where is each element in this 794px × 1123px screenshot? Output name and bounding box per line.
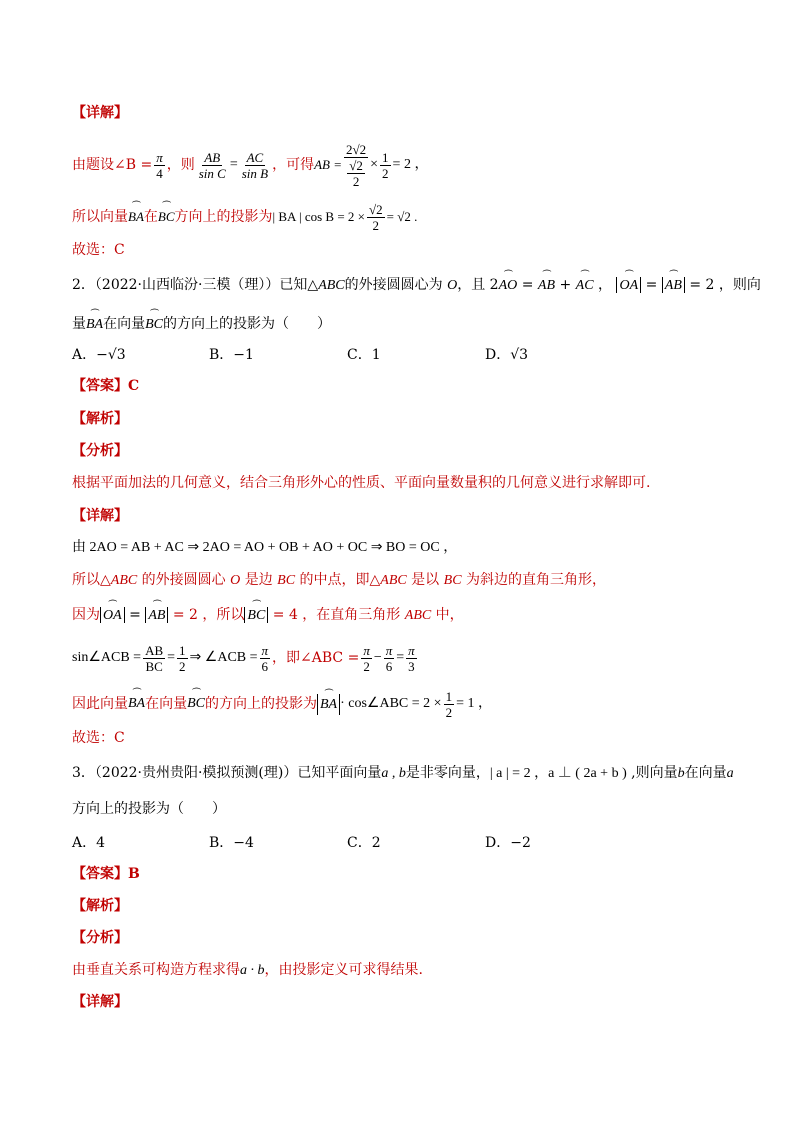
text: 的外接圆圆心 xyxy=(137,572,231,588)
text: 量 xyxy=(72,316,86,332)
question-3-line-1 xyxy=(72,763,734,784)
text: sin∠ACB = xyxy=(72,650,142,665)
numerator: AB xyxy=(145,642,164,658)
text: ，且 2 xyxy=(457,277,499,293)
vector-bc: ⏜ BC xyxy=(247,606,265,626)
q3-option-c: C．2 xyxy=(347,835,381,851)
denominator: 2 xyxy=(363,658,370,674)
text: 在 xyxy=(143,209,158,225)
minus: − xyxy=(373,650,382,665)
solution-line-2 xyxy=(72,198,417,236)
text: 是以 xyxy=(406,572,444,588)
eq: = xyxy=(641,277,662,293)
result: = √2 . xyxy=(386,209,418,224)
q3-detail: 【详解】 xyxy=(72,994,128,1010)
q2-option-d: D．√3 xyxy=(485,347,529,363)
vector-oa: ⏜ OA xyxy=(103,606,122,626)
eq: = xyxy=(517,277,538,293)
denominator: 6 xyxy=(385,658,393,674)
fraction xyxy=(260,643,271,674)
times: × xyxy=(370,157,379,172)
eq: = xyxy=(124,607,146,623)
q2-fenxi: 【分析】 xyxy=(72,443,128,459)
q2-option-b: B．−1 xyxy=(209,347,254,363)
question-2-line-2 xyxy=(72,314,331,335)
text: 由垂直关系可构造方程求得 xyxy=(72,962,240,978)
o: O xyxy=(230,573,241,588)
vector-a: a xyxy=(726,766,734,781)
q2-detail-line-5 xyxy=(72,684,492,724)
denominator: 6 xyxy=(261,658,269,674)
vector-ba: ⏜ BA xyxy=(128,207,144,227)
q2-analysis: 根据平面加法的几何意义，结合三角形外心的性质、平面向量数量积的几何意义进行求解即可. xyxy=(72,475,651,491)
vector-ba: ⏜ BA xyxy=(320,695,337,715)
numerator: 2√2 xyxy=(346,141,367,157)
expr: a · b xyxy=(240,963,265,978)
denominator: 2 xyxy=(382,165,389,181)
denominator: 2 xyxy=(445,704,453,720)
vector-bc: ⏜ BC xyxy=(145,315,163,335)
numerator: 1 xyxy=(445,688,453,704)
fraction xyxy=(380,150,391,181)
fraction xyxy=(361,643,372,674)
vector-ac: ⏜ AC xyxy=(576,276,594,296)
vector-ab: ⏜ AB xyxy=(538,276,555,296)
text: 是边 xyxy=(240,572,278,588)
q2-jiexi: 【解析】 xyxy=(72,411,128,427)
vector-ab: ⏜ AB xyxy=(148,606,165,626)
vector-ab: ⏜ AB xyxy=(665,276,682,296)
numerator: π xyxy=(385,642,393,658)
text: 由题设∠B = xyxy=(72,157,153,173)
result: = 2 ， xyxy=(392,157,429,172)
text: = 4 ，在直角三角形 xyxy=(268,607,405,623)
denominator: 2 xyxy=(372,217,380,233)
q3-option-a: A．4 xyxy=(72,835,106,851)
denominator: sin C xyxy=(198,165,226,181)
vector-oa: ⏜ OA xyxy=(619,276,638,296)
q3-option-b: B．−4 xyxy=(209,835,254,851)
numerator: 1 xyxy=(382,149,389,165)
numerator: π xyxy=(156,149,163,165)
vector-ba: ⏜ BA xyxy=(128,694,145,714)
question-2-line-1 xyxy=(72,275,761,296)
inner-den: 2 xyxy=(352,173,360,189)
plus: + xyxy=(555,277,576,293)
denominator: 3 xyxy=(408,658,415,674)
text: 所以△ xyxy=(72,572,111,588)
text: ，则 xyxy=(166,157,195,173)
vector-ao: ⏜ AO xyxy=(499,276,518,296)
fraction xyxy=(143,643,165,674)
text: ， xyxy=(593,277,612,293)
text: 2．（2022·山西临汾·三模（理））已知△ xyxy=(72,277,319,293)
numerator: AB xyxy=(204,149,221,165)
numerator: π xyxy=(363,642,370,658)
text: ，可得 xyxy=(272,157,315,173)
expr: AB = xyxy=(314,157,342,172)
fraction xyxy=(384,643,395,674)
result: = 1 ， xyxy=(456,696,492,711)
denominator: sin B xyxy=(241,165,269,181)
q3-analysis xyxy=(72,960,423,981)
text: 的方向上的投影为 xyxy=(205,696,317,712)
numerator: 1 xyxy=(179,642,186,658)
denominator xyxy=(345,158,367,189)
eq: = xyxy=(396,650,405,665)
compound-fraction xyxy=(344,142,368,189)
text: 是非零向量， xyxy=(405,765,490,781)
text: 中， xyxy=(431,607,464,623)
numerator: π xyxy=(261,642,269,658)
vector-bc: ⏜ BC xyxy=(158,207,175,227)
text: ⇒ ∠ACB = xyxy=(189,650,258,665)
fraction xyxy=(154,150,165,181)
vector-bc: ⏜ BC xyxy=(187,694,205,714)
text: 在向量 xyxy=(103,316,146,332)
text: 的中点，即△ xyxy=(295,572,381,588)
numerator: √2 xyxy=(368,201,383,217)
expr: a ⊥ ( 2a + b ) xyxy=(548,766,627,781)
vector-ba: ⏜ BA xyxy=(86,315,103,335)
fraction xyxy=(177,643,188,674)
abc: ABC xyxy=(318,278,345,293)
abc: ABC xyxy=(110,573,138,588)
expr: | BA | cos B = 2 × xyxy=(272,209,365,224)
text: 方向上的投影为 xyxy=(174,209,273,225)
text: 在向量 xyxy=(684,765,727,781)
q3-fenxi: 【分析】 xyxy=(72,930,128,946)
fraction xyxy=(406,643,417,674)
q2-option-c: C．1 xyxy=(347,347,381,363)
text: 因此向量 xyxy=(72,696,128,712)
denominator: 2 xyxy=(179,658,186,674)
question-3-line-2: 方向上的投影为（ ） xyxy=(72,801,226,817)
denominator: 4 xyxy=(156,165,163,181)
inner-num: √2 xyxy=(349,157,363,173)
denominator: BC xyxy=(145,658,163,674)
q2-detail: 【详解】 xyxy=(72,508,128,524)
eq: = xyxy=(167,650,176,665)
abc: ABC xyxy=(404,608,432,623)
q2-answer: 【答案】C xyxy=(72,378,140,394)
o: O xyxy=(447,278,458,293)
q2-detail-line-2 xyxy=(72,570,606,591)
text: 3．（2022·贵州贵阳·模拟预测(理)）已知平面向量 xyxy=(72,765,382,781)
text: 在向量 xyxy=(145,696,188,712)
text: 所以向量 xyxy=(72,209,128,225)
text: 的外接圆圆心为 xyxy=(344,277,448,293)
bc: BC xyxy=(443,573,462,588)
text: ，由投影定义可求得结果. xyxy=(264,962,423,978)
text: ，即∠ABC = xyxy=(272,650,360,666)
solution-line-1 xyxy=(72,140,428,190)
q2-answer-final: 故选：C xyxy=(72,730,125,746)
vector-b: b xyxy=(677,766,685,781)
text: = 2 ，所以 xyxy=(168,607,245,623)
vectors-ab: a , b xyxy=(381,766,406,781)
q3-jiexi: 【解析】 xyxy=(72,898,128,914)
numerator: π xyxy=(408,642,415,658)
text: = 2 ，则向 xyxy=(684,277,761,293)
fraction xyxy=(197,150,228,181)
expr: | a | = 2 ， xyxy=(489,766,549,781)
q3-option-d: D．−2 xyxy=(485,835,531,851)
equals: = xyxy=(229,157,238,172)
text: 因为 xyxy=(72,607,100,623)
q2-detail-line-1: 由 2AO = AB + AC ⇒ 2AO = AO + OB + AO + OC ⇒ BO = OC ， xyxy=(72,540,458,555)
text: 为斜边的直角三角形， xyxy=(461,572,606,588)
fraction xyxy=(444,689,455,720)
q3-answer: 【答案】B xyxy=(72,866,140,882)
text: ,则向量 xyxy=(626,765,678,781)
fraction xyxy=(367,202,385,233)
text: 的方向上的投影为（ ） xyxy=(163,316,331,332)
numerator: AC xyxy=(246,149,264,165)
abc: ABC xyxy=(380,573,407,588)
detail-heading-1: 【详解】 xyxy=(72,105,128,121)
q2-detail-line-4 xyxy=(72,638,419,678)
bc: BC xyxy=(277,573,296,588)
q2-option-a: A．−√3 xyxy=(72,347,126,363)
answer-1: 故选：C xyxy=(72,242,125,258)
expr: · cos∠ABC = 2 × xyxy=(340,696,442,711)
q2-detail-line-3 xyxy=(72,605,464,626)
fraction xyxy=(240,150,270,181)
